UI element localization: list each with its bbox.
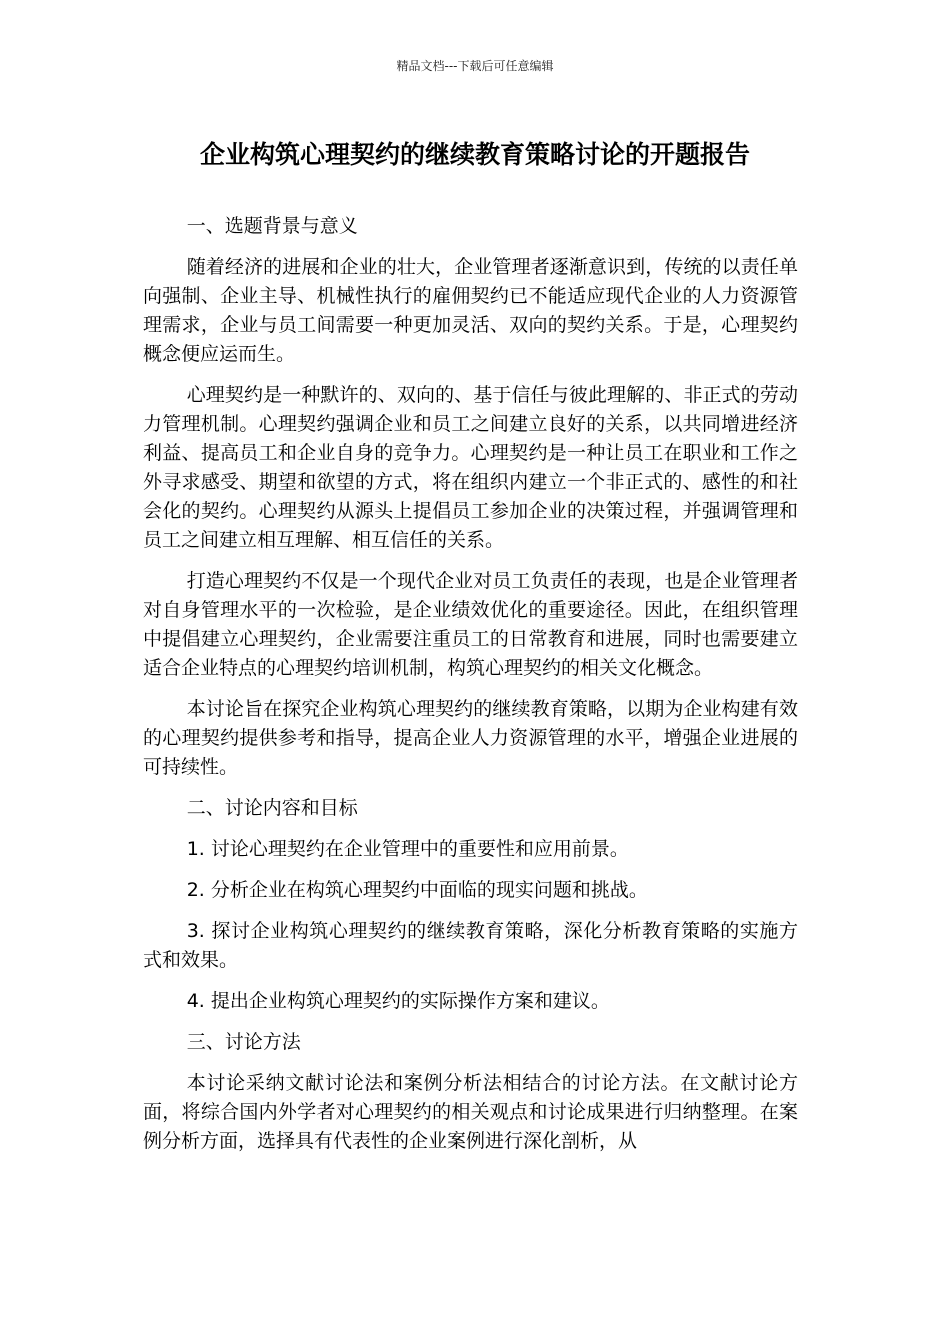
list-item: 4. 提出企业构筑心理契约的实际操作方案和建议。 bbox=[186, 990, 610, 1012]
paragraph: 本讨论采纳文献讨论法和案例分析法相结合的讨论方法。在文献讨论方面，将综合国内外学者对心理契约的相关观点和讨论成果进行归纳整理。在案例分析方面，选择具有代表性的企业案例进行深化剖析，从 bbox=[143, 1072, 798, 1152]
list-item: 1. 讨论心理契约在企业管理中的重要性和应用前景。 bbox=[186, 838, 629, 860]
document-body bbox=[143, 212, 798, 1168]
list-item: 2. 分析企业在构筑心理契约中面临的现实问题和挑战。 bbox=[186, 879, 648, 901]
paragraph: 心理契约是一种默许的、双向的、基于信任与彼此理解的、非正式的劳动力管理机制。心理契约强调企业和员工之间建立良好的关系，以共同增进经济利益、提高员工和企业自身的竞争力。心理契约是一种让员工在职业和工作之外寻求感受、期望和欲望的方式，将在组织内建立一个非正式的、感性的和社会化的契约。心理契约从源头上提倡员工参加企业的决策过程，并强调管理和员工之间建立相互理解、相互信任的关系。 bbox=[143, 384, 798, 551]
paragraph: 本讨论旨在探究企业构筑心理契约的继续教育策略，以期为企业构建有效的心理契约提供参考和指导，提高企业人力资源管理的水平，增强企业进展的可持续性。 bbox=[143, 698, 798, 778]
header-note: 精品文档---下载后可任意编辑 bbox=[396, 59, 554, 73]
section-heading-2: 二、讨论内容和目标 bbox=[186, 797, 358, 819]
document-title: 企业构筑心理契约的继续教育策略讨论的开题报告 bbox=[199, 140, 750, 169]
section-heading-3: 三、讨论方法 bbox=[186, 1031, 301, 1053]
paragraph: 打造心理契约不仅是一个现代企业对员工负责任的表现，也是企业管理者对自身管理水平的一次检验，是企业绩效优化的重要途径。因此，在组织管理中提倡建立心理契约，企业需要注重员工的日常教育和进展，同时也需要建立适合企业特点的心理契约培训机制，构筑心理契约的相关文化概念。 bbox=[143, 570, 798, 679]
list-item: 3. 探讨企业构筑心理契约的继续教育策略，深化分析教育策略的实施方式和效果。 bbox=[143, 920, 798, 971]
paragraph: 随着经济的进展和企业的壮大，企业管理者逐渐意识到，传统的以责任单向强制、企业主导、机械性执行的雇佣契约已不能适应现代企业的人力资源管理需求，企业与员工间需要一种更加灵活、双向的契约关系。于是，心理契约概念便应运而生。 bbox=[143, 256, 798, 365]
section-heading-1: 一、选题背景与意义 bbox=[186, 215, 358, 237]
